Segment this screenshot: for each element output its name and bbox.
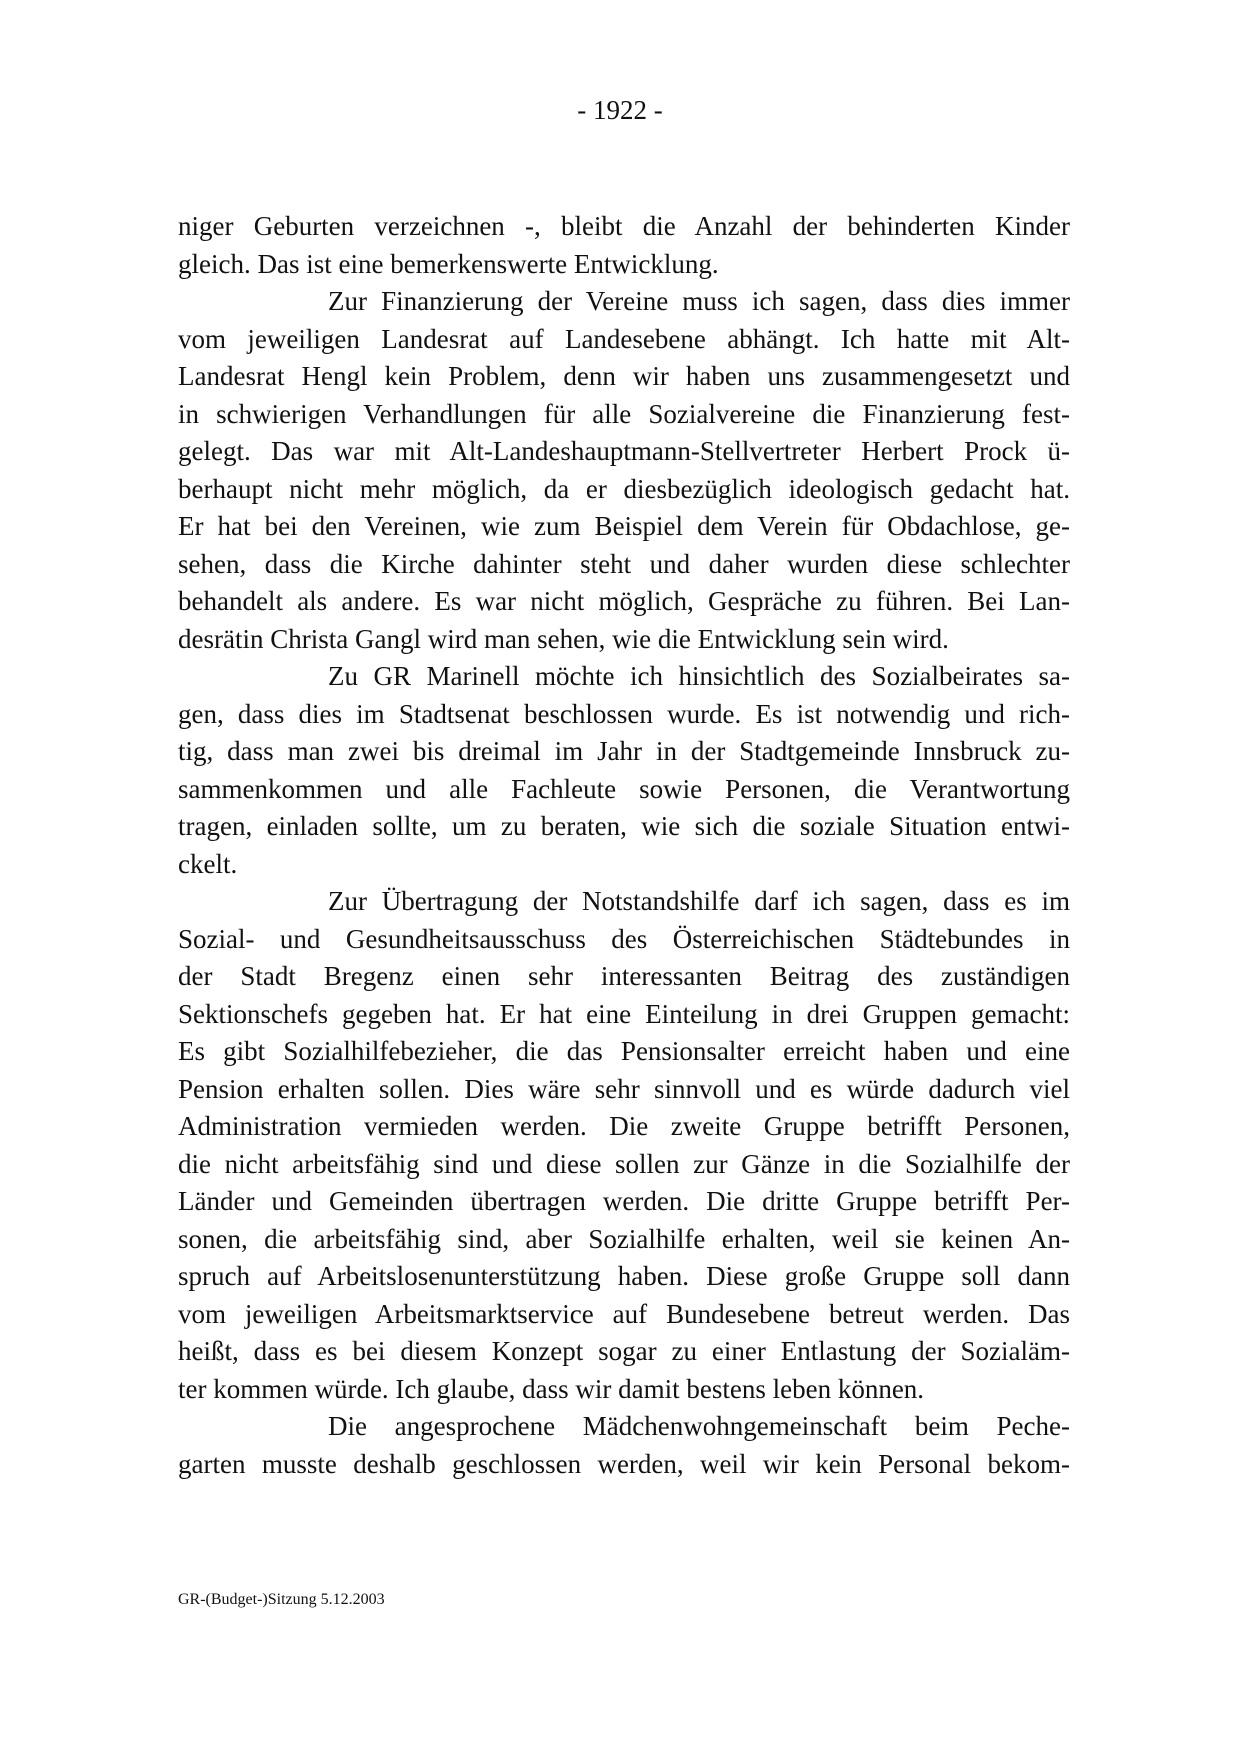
text-line: Landesrat Hengl kein Problem, denn wir haben uns zusammengesetzt und xyxy=(178,361,1070,391)
text-line: Administration vermieden werden. Die zweite Gruppe betrifft Personen, xyxy=(178,1111,1070,1141)
text-line-last: ckelt. xyxy=(178,848,238,879)
text-line-last: desrätin Christa Gangl wird man sehen, wie die Entwicklung sein wird. xyxy=(178,623,949,654)
text-line: behandelt als andere. Es war nicht möglich, Gespräche zu führen. Bei Lan- xyxy=(178,586,1070,616)
text-line: sonen, die arbeitsfähig sind, aber Sozialhilfe erhalten, weil sie keinen An- xyxy=(178,1223,1070,1254)
text-line: die nicht arbeitsfähig sind und diese sollen zur Gänze in die Sozialhilfe der xyxy=(178,1148,1070,1179)
text-line: Sektionschefs gegeben hat. Er hat eine Einteilung in drei Gruppen gemacht: xyxy=(178,998,1070,1029)
text-line: in schwierigen Verhandlungen für alle Sozialvereine die Finanzierung fest- xyxy=(178,398,1070,429)
text-line: niger Geburten verzeichnen -, bleibt die Anzahl der behinderten Kinder xyxy=(178,211,1070,241)
body-text xyxy=(178,208,1070,1483)
text-line: Pension erhalten sollen. Dies wäre sehr sinnvoll und es würde dadurch viel xyxy=(178,1073,1070,1104)
text-line: Sozial- und Gesundheitsausschuss des Österreichischen Städtebundes in xyxy=(178,923,1070,954)
footer-session-label: GR-(Budget-)Sitzung 5.12.2003 xyxy=(178,1591,385,1608)
text-line: Es gibt Sozialhilfebezieher, die das Pensionsalter erreicht haben und eine xyxy=(178,1036,1070,1066)
paragraph xyxy=(178,1408,1070,1483)
text-line-last: ter kommen würde. Ich glaube, dass wir damit bestens leben können. xyxy=(178,1373,925,1404)
text-line-first: Zur Finanzierung der Vereine muss ich sagen, dass dies immer xyxy=(328,286,1070,316)
text-line: der Stadt Bregenz einen sehr interessanten Beitrag des zuständigen xyxy=(178,961,1070,991)
text-line: Er hat bei den Vereinen, wie zum Beispiel dem Verein für Obdachlose, ge- xyxy=(178,511,1070,541)
text-line: sehen, dass die Kirche dahinter steht und daher wurden diese schlechter xyxy=(178,548,1070,579)
text-line-first: Die angesprochene Mädchenwohngemeinschaft beim Peche- xyxy=(328,1411,1070,1441)
text-line: vom jeweiligen Arbeitsmarktservice auf Bundesebene betreut werden. Das xyxy=(178,1298,1070,1329)
text-line: garten musste deshalb geschlossen werden, weil wir kein Personal bekom- xyxy=(178,1448,1070,1479)
text-line: gelegt. Das war mit Alt-Landeshauptmann-Stellvertreter Herbert Prock ü- xyxy=(178,436,1070,466)
paragraph xyxy=(178,283,1070,658)
text-line: heißt, dass es bei diesem Konzept sogar zu einer Entlastung der Sozialäm- xyxy=(178,1336,1070,1366)
text-line: Länder und Gemeinden übertragen werden. Die dritte Gruppe betrifft Per- xyxy=(178,1186,1070,1216)
text-line: vom jeweiligen Landesrat auf Landesebene abhängt. Ich hatte mit Alt- xyxy=(178,323,1070,354)
text-line: sammenkommen und alle Fachleute sowie Personen, die Verantwortung xyxy=(178,773,1070,804)
text-line: gen, dass dies im Stadtsenat beschlossen wurde. Es ist notwendig und rich- xyxy=(178,698,1070,729)
paragraph xyxy=(178,208,1070,283)
text-line: berhaupt nicht mehr möglich, da er diesbezüglich ideologisch gedacht hat. xyxy=(178,473,1070,504)
text-line: spruch auf Arbeitslosenunterstützung haben. Diese große Gruppe soll dann xyxy=(178,1261,1070,1291)
paragraph xyxy=(178,883,1070,1408)
text-line: tig, dass man zwei bis dreimal im Jahr in der Stadtgemeinde Innsbruck zu- xyxy=(178,736,1070,766)
text-line-last: gleich. Das ist eine bemerkenswerte Entwicklung. xyxy=(178,248,719,279)
page-number: - 1922 - xyxy=(577,95,663,125)
paragraph xyxy=(178,658,1070,883)
text-line-first: Zur Übertragung der Notstandshilfe darf ich sagen, dass es im xyxy=(328,886,1070,916)
text-line-first: Zu GR Marinell möchte ich hinsichtlich des Sozialbeirates sa- xyxy=(328,661,1070,691)
text-line: tragen, einladen sollte, um zu beraten, wie sich die soziale Situation entwi- xyxy=(178,811,1070,841)
